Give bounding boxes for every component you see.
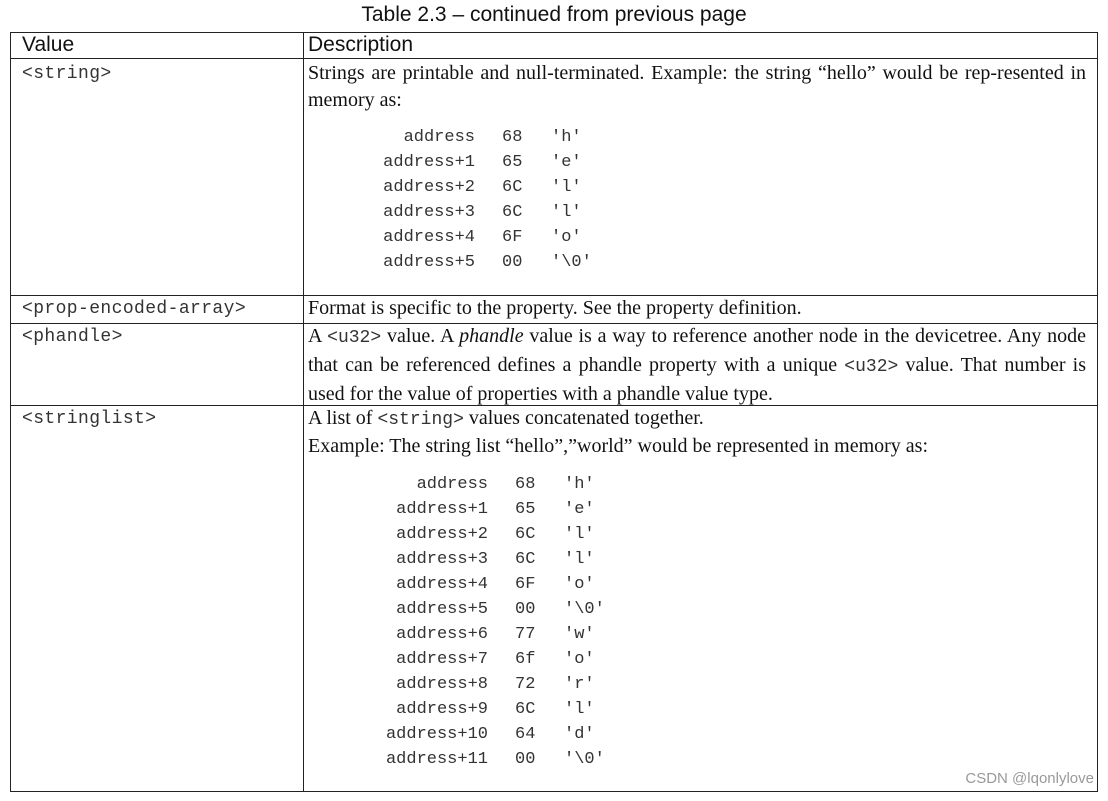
- memory-row: [308, 700, 634, 725]
- memory-hex: 65: [502, 153, 523, 172]
- memory-char: 'l': [551, 203, 582, 222]
- memory-address: address+8: [396, 675, 488, 694]
- value-stringlist: <stringlist>: [22, 409, 157, 429]
- memory-char: '\0': [564, 600, 605, 619]
- desc-stringlist-example: Example: The string list “hello”,”world” would be represented in memory as:: [308, 435, 929, 457]
- desc-phandle: [308, 323, 1086, 408]
- memory-row: [308, 475, 634, 500]
- desc-phandle-code: <u32>: [844, 357, 899, 377]
- memory-address: address+1: [383, 153, 475, 172]
- memory-row: [308, 228, 621, 253]
- memory-hex: 6C: [502, 178, 523, 197]
- value-phandle: <phandle>: [22, 327, 123, 347]
- memory-char: '\0': [564, 750, 605, 769]
- memory-hex: 72: [515, 675, 536, 694]
- memory-address: address+3: [383, 203, 475, 222]
- memory-row: [308, 600, 634, 625]
- desc-phandle-code: <u32>: [327, 328, 382, 348]
- memory-address: address+10: [385, 725, 488, 744]
- memory-row: [308, 178, 621, 203]
- memory-hex: 00: [515, 750, 536, 769]
- memory-char: '\0': [551, 253, 592, 272]
- value-prop-encoded-array: <prop-encoded-array>: [22, 299, 247, 319]
- desc-phandle-text: value is a way to reference another node in the devicetree. Any node that can be referenced defines a phandle property with a unique: [308, 325, 1087, 376]
- memory-char: 'd': [564, 725, 595, 744]
- memory-row: [308, 128, 621, 153]
- memory-row: [308, 750, 634, 775]
- desc-prop-encoded-array: Format is specific to the property. See the property definition.: [308, 297, 802, 319]
- memory-address: address+9: [396, 700, 488, 719]
- desc-phandle-text: A: [308, 325, 328, 347]
- memory-address: address: [416, 475, 488, 494]
- value-string: <string>: [22, 64, 112, 84]
- memory-row: [308, 650, 634, 675]
- memory-hex: 68: [515, 475, 536, 494]
- memory-char: 'e': [551, 153, 582, 172]
- watermark: CSDN @lqonlylove: [965, 770, 1094, 787]
- memory-hex: 6C: [515, 550, 536, 569]
- desc-phandle-text: value. That number is used for the value of properties with a phandle value type.: [308, 354, 1086, 405]
- memory-char: 'l': [551, 178, 582, 197]
- memory-char: 'l': [564, 525, 595, 544]
- memory-row: [308, 675, 634, 700]
- memory-address: address+11: [385, 750, 488, 769]
- memory-char: 'o': [564, 650, 595, 669]
- column-divider: [303, 33, 304, 791]
- memory-row: [308, 500, 634, 525]
- memory-hex: 00: [502, 253, 523, 272]
- memory-row: [308, 725, 634, 750]
- memory-row: [308, 203, 621, 228]
- memory-char: 'w': [564, 625, 595, 644]
- desc-phandle-em: phandle: [459, 325, 524, 347]
- memory-listing-string: [308, 128, 621, 278]
- memory-char: 'o': [551, 228, 582, 247]
- memory-address: address+1: [396, 500, 488, 519]
- memory-address: address+3: [396, 550, 488, 569]
- memory-address: address+2: [383, 178, 475, 197]
- memory-row: [308, 253, 621, 278]
- memory-char: 'e': [564, 500, 595, 519]
- desc-stringlist: [308, 405, 1086, 434]
- memory-hex: 6F: [515, 575, 536, 594]
- memory-address: address+7: [396, 650, 488, 669]
- memory-hex: 6C: [502, 203, 523, 222]
- memory-row: [308, 575, 634, 600]
- memory-address: address+4: [383, 228, 475, 247]
- memory-hex: 6C: [515, 700, 536, 719]
- memory-char: 'h': [551, 128, 582, 147]
- memory-hex: 6F: [502, 228, 523, 247]
- memory-hex: 68: [502, 128, 523, 147]
- header-rule: [11, 58, 1097, 59]
- memory-address: address+6: [396, 625, 488, 644]
- memory-char: 'r': [564, 675, 595, 694]
- memory-hex: 00: [515, 600, 536, 619]
- desc-phandle-text: value. A: [381, 325, 460, 347]
- table-caption: Table 2.3 – continued from previous page: [361, 3, 747, 26]
- memory-char: 'h': [564, 475, 595, 494]
- memory-address: address+4: [396, 575, 488, 594]
- memory-hex: 65: [515, 500, 536, 519]
- memory-row: [308, 550, 634, 575]
- memory-address: address: [403, 128, 475, 147]
- desc-stringlist-code: <string>: [377, 410, 464, 430]
- memory-address: address+5: [396, 600, 488, 619]
- memory-char: 'o': [564, 575, 595, 594]
- memory-hex: 6f: [515, 650, 536, 669]
- memory-address: address+5: [383, 253, 475, 272]
- header-description: Description: [308, 33, 414, 56]
- memory-char: 'l': [564, 550, 595, 569]
- desc-stringlist-text: values concatenated together.: [463, 407, 704, 429]
- memory-row: [308, 525, 634, 550]
- memory-row: [308, 625, 634, 650]
- memory-hex: 6C: [515, 525, 536, 544]
- memory-address: address+2: [396, 525, 488, 544]
- memory-hex: 64: [515, 725, 536, 744]
- memory-char: 'l': [564, 700, 595, 719]
- memory-hex: 77: [515, 625, 536, 644]
- memory-row: [308, 153, 621, 178]
- header-value: Value: [22, 33, 75, 56]
- devicetree-value-table: [10, 32, 1098, 792]
- memory-listing-stringlist: [308, 475, 634, 775]
- desc-stringlist-text: A list of: [308, 407, 378, 429]
- desc-string: Strings are printable and null-terminated. Example: the string “hello” would be rep-resented in memory as:: [308, 62, 1086, 111]
